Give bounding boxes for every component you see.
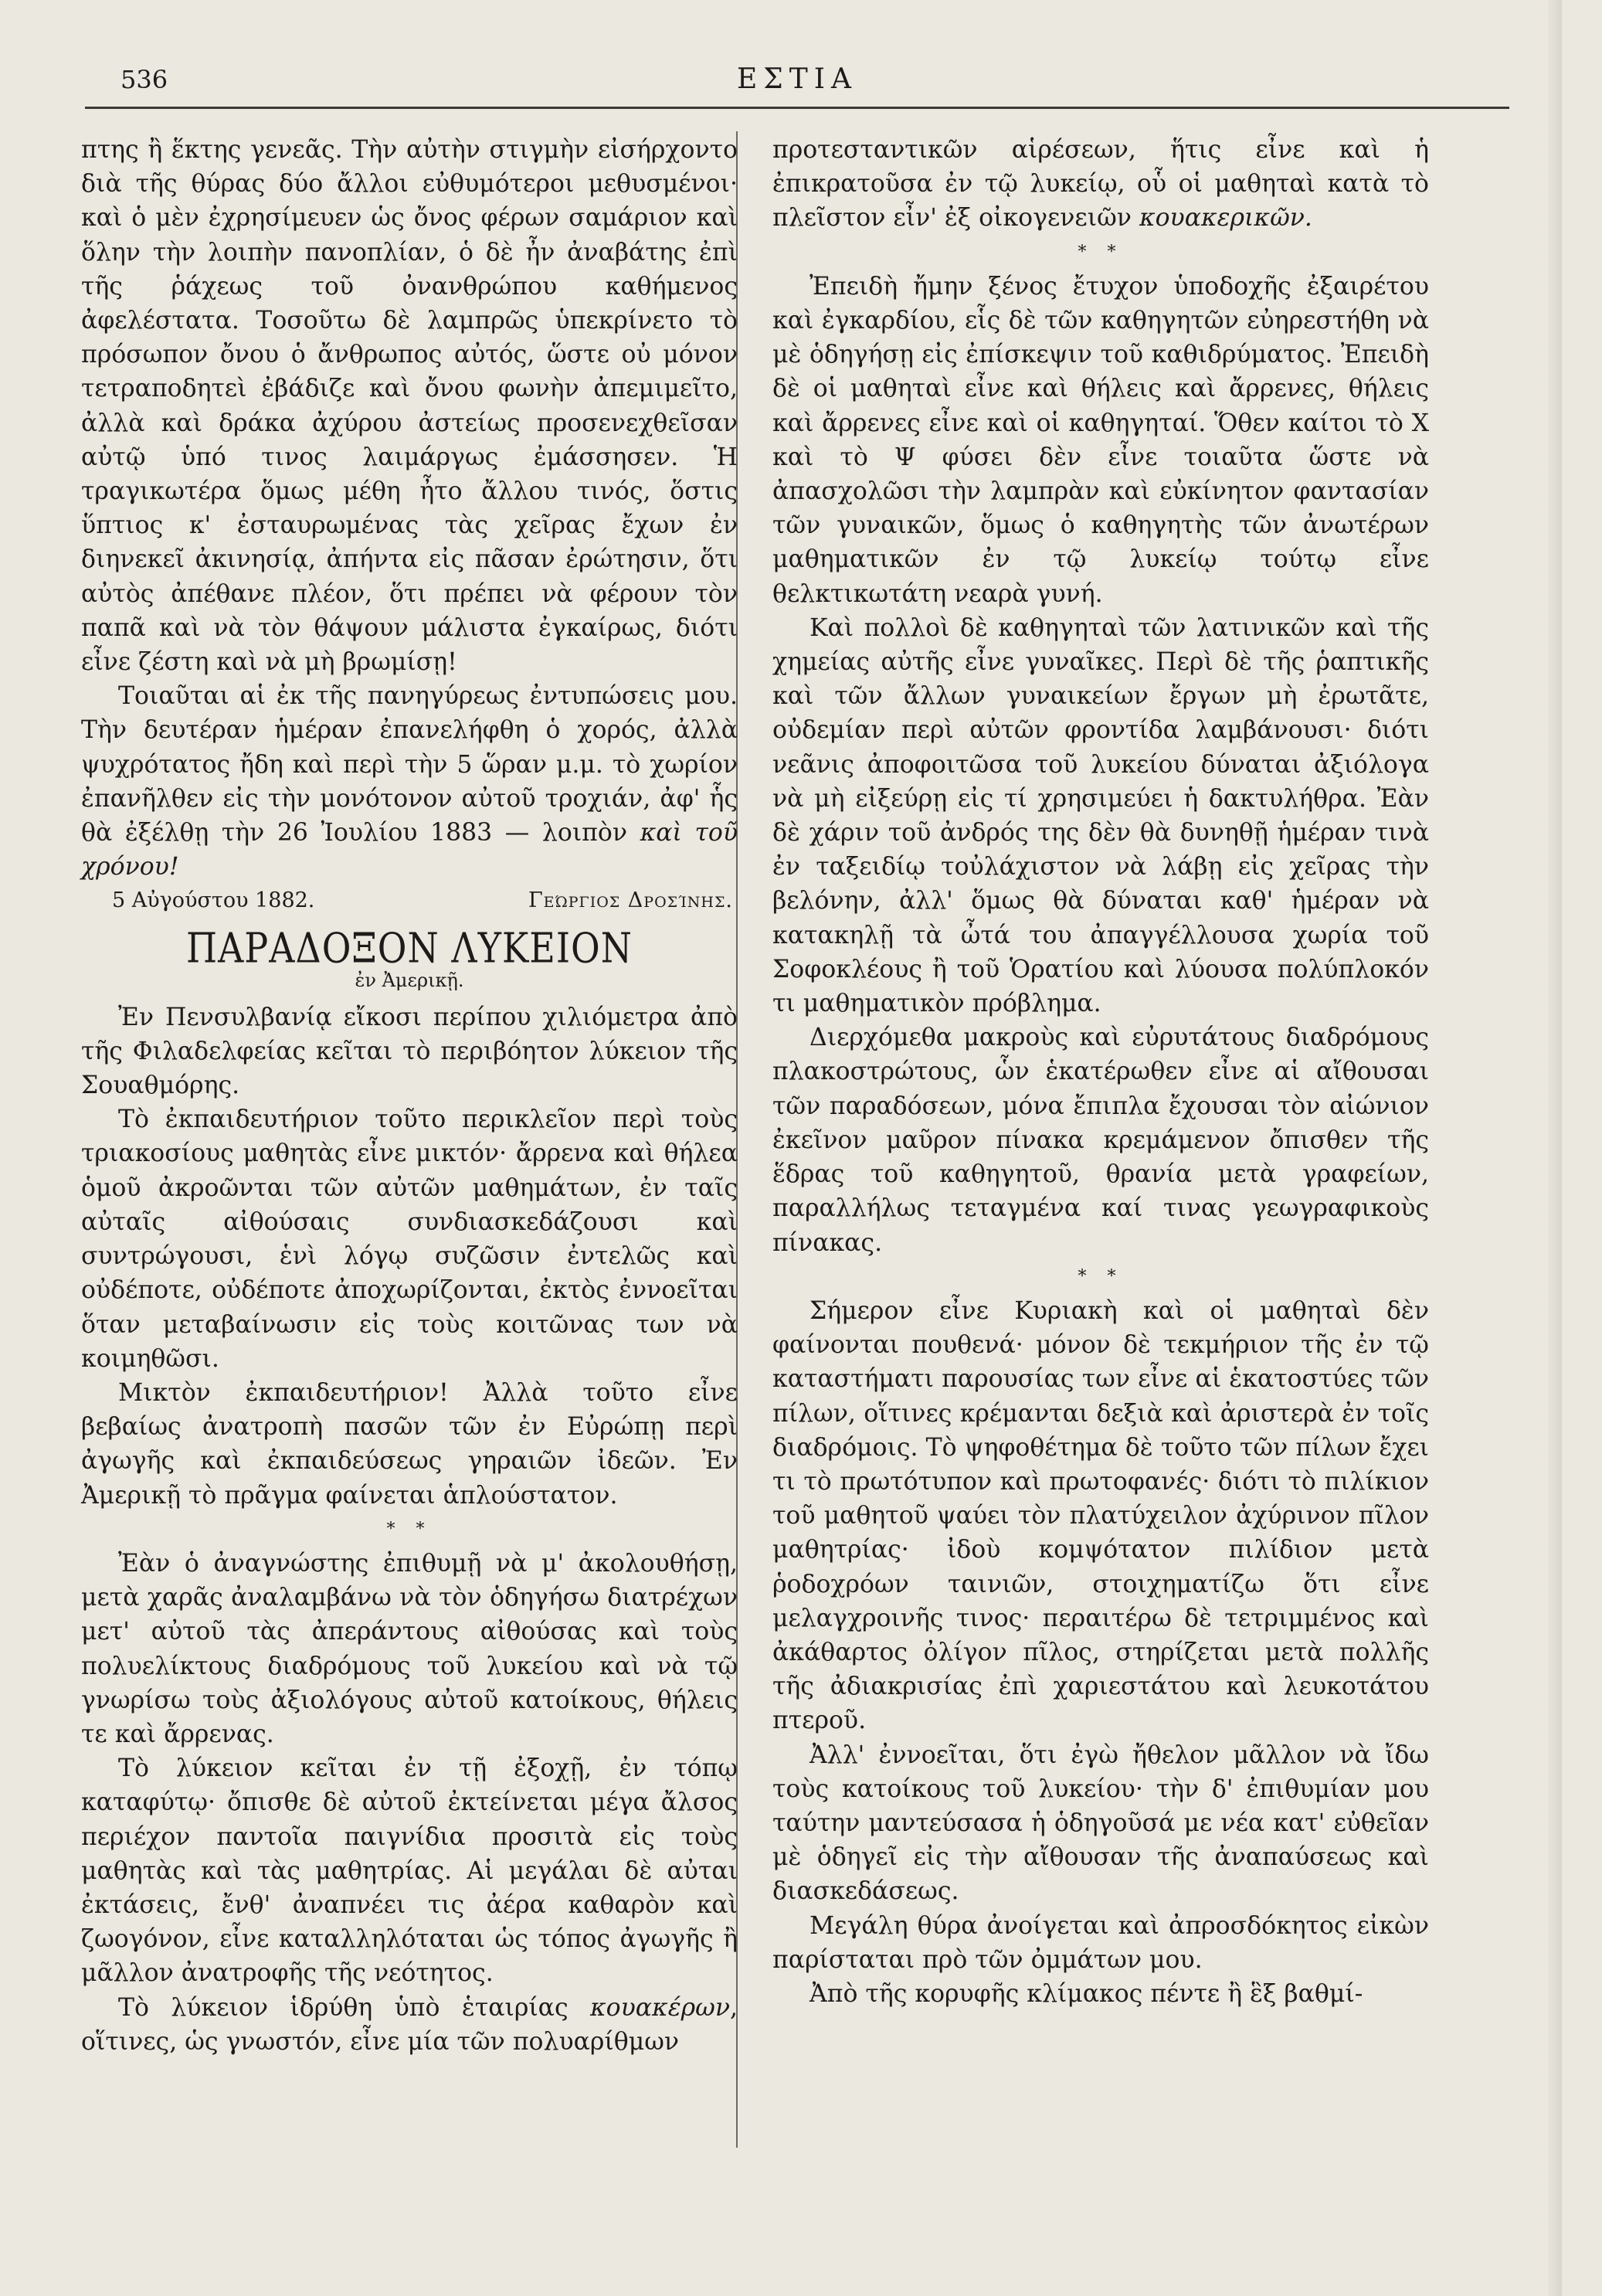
left-paragraph-4: Τὸ ἐκπαιδευτήριον τοῦτο περικλεῖον περὶ τοὺς τριακοσίους μαθητὰς εἶνε μικτόν· ἄρρενα καὶ θήλεα ὁμοῦ ἀκροῶνται τῶν αὐτῶν μαθημάτων, ἐν ταῖς αὐταῖς αἰθούσαις συνδιασκεδάζουσι καὶ συντρώγουσι, ἑνὶ λόγῳ συζῶσιν ἐντελῶς καὶ οὐδέποτε, οὐδέποτε ἀποχωρίζονται, ἐκτὸς ἐννοεῖται ὅταν μεταβαίνωσιν εἰς τοὺς κοιτῶνας των νὰ κοιμηθῶσι. [81, 1106, 738, 1373]
right-paragraph-2: Ἐπειδὴ ἤμην ξένος ἔτυχον ὑποδοχῆς ἐξαιρέτου καὶ ἐγκαρδίου, εἷς δὲ τῶν καθηγητῶν εὐηρεστήθη νὰ μὲ ὁδηγήσῃ εἰς ἐπίσκεψιν τοῦ καθιδρύματος. Ἐπειδὴ δὲ οἱ μαθηταὶ εἶνε καὶ θήλεις καὶ ἄρρενες, θήλεις καὶ ἄρρενες εἶνε καὶ οἱ καθηγηταί. Ὅθεν καίτοι τὸ X καὶ τὸ Ψ φύσει δὲν εἶνε τοιαῦτα ὥστε νὰ ἀπασχολῶσι τὴν λαμπρὰν καὶ εὐκίνητον φαντασίαν τῶν γυναικῶν, ὅμως ὁ καθηγητὴς τῶν ἀνωτέρων μαθηματικῶν ἐν τῷ λυκείῳ τούτῳ εἶνε θελκτικωτάτη νεαρὰ γυνή. [772, 272, 1429, 608]
left-paragraph-8-end: , οἵτινες, ὡς γνωστόν, εἶνε μία τῶν πολυαρίθμων [81, 1993, 738, 2056]
left-paragraph-2 [81, 679, 738, 884]
left-paragraph-1: πτης ἢ ἕκτης γενεᾶς. Τὴν αὐτὴν στιγμὴν εἰσήρχοντο διὰ τῆς θύρας δύο ἄλλοι εὐθυμότεροι μεθυσμένοι· καὶ ὁ μὲν ἐχρησίμευεν ὡς ὄνος φέρων σαμάριον καὶ ὅλην τὴν λοιπὴν πανοπλίαν, ὁ δὲ ἦν ἀναβάτης ἐπὶ τῆς ῥάχεως τοῦ ὀνανθρώπου καθήμενος ἀφελέστατα. Τοσοῦτω δὲ λαμπρῶς ὑπεκρίνετο τὸ πρόσωπον ὄνου ὁ ἄνθρωπος αὐτός, ὥστε οὐ μόνον τετραποδητεὶ ἐβάδιζε καὶ ὄνου φωνὴν ἀπεμιμεῖτο, ἀλλὰ καὶ δράκα ἀχύρου ἀστείως προσενεχθεῖσαν αὐτῷ ὑπό τινος λαιμάργως ἐμάσσησεν. Ἡ τραγικωτέρα ὅμως μέθη ἦτο ἄλλου τινός, ὅστις ὕπτιος κ' ἐσταυρωμένας τὰς χεῖρας ἔχων ἐν διηνεκεῖ ἀκινησίᾳ, ἀπήντα εἰς πᾶσαν ἐρώτησιν, ὅτι αὐτὸς ἀπέθανε πλέον, ὅτι πρέπει νὰ φέρουν τὸν παπᾶ καὶ νὰ τὸν θάψουν μάλιστα ἐγκαίρως, διότι εἶνε ζέστη καὶ νὰ μὴ βρωμίσῃ! [81, 136, 738, 677]
right-paragraph-5: Σήμερον εἶνε Κυριακὴ καὶ οἱ μαθηταὶ δὲν φαίνονται πουθενά· μόνον δὲ τεκμήριον τῆς ἐν τῷ καταστήματι παρουσίας των εἶνε αἱ ἑκατοστύες τῶν πίλων, οἵτινες κρέμανται δεξιὰ καὶ ἀριστερὰ ἐν τοῖς διαδρόμοις. Τὸ ψηφοθέτημα δὲ τοῦτο τῶν πίλων ἔχει τι τὸ πρωτότυπον καὶ πρωτοφανές· διότι τὸ πιλίκιον τοῦ μαθητοῦ ψαύει τὸν πλατύχειλον ἀχύρινον πῖλον μαθητρίας· ἰδοὺ κομψότατον πιλίδιον μετὰ ῥοδοχρόων ταινιῶν, στοιχηματίζω ὅτι εἶνε μελαγχροινῆς τινος· περαιτέρω δὲ τετριμμένος καὶ ἀκάθαρτος ὀλίγον πῖλος, στηρίζεται μετὰ πολλῆς τῆς ἀδιακρισίας ἐπὶ χαριεστάτου καὶ λευκοτάτου πτεροῦ. [772, 1296, 1429, 1735]
left-column [81, 133, 738, 2059]
page-edge-shadow [1548, 0, 1562, 2296]
signature-author: Γεώργιος Δροσίνης. [528, 888, 733, 913]
section-stars-3: * * [1078, 1266, 1124, 1286]
left-paragraph-2-text: Τοιαῦται αἱ ἐκ τῆς πανηγύρεως ἐντυπώσεις μου. Τὴν δευτέραν ἡμέραν ἐπανελήφθη ὁ χορός, ἀλλὰ ψυχρότατος ἤδη καὶ περὶ τὴν 5 ὥραν μ.μ. τὸ χωρίον ἐπανῆλθεν εἰς τὴν μονότονον αὐτοῦ τροχιάν, ἀφ' ἧς θὰ ἐξέλθῃ τὴν 26 Ἰουλίου 1883 — λοιπὸν [81, 682, 738, 847]
right-paragraph-4: Διερχόμεθα μακροὺς καὶ εὐρυτάτους διαδρόμους πλακοστρώτους, ὧν ἑκατέρωθεν εἶνε αἱ αἴθουσαι τῶν παραδόσεων, μόνα ἔπιπλα ἔχουσαι τὸν αἰώνιον ἐκεῖνον μαῦρον πίνακα κρεμάμενον ὄπισθεν τῆς ἕδρας τοῦ καθηγητοῦ, θρανία μετὰ γραφείων, παραλλήλως τεταγμένα καί τινας γεωγραφικοὺς πίνακας. [772, 1024, 1429, 1257]
page-number: 536 [120, 65, 168, 94]
right-paragraph-8: Ἀπὸ τῆς κορυφῆς κλίμακος πέντε ἢ ἓξ βαθμί- [809, 1979, 1363, 2008]
right-paragraph-3: Καὶ πολλοὶ δὲ καθηγηταὶ τῶν λατινικῶν καὶ τῆς χημείας αὐτῆς εἶνε γυναῖκες. Περὶ δὲ τῆς ῥαπτικῆς καὶ τῶν ἄλλων γυναικείων ἔργων μὴ ἐρωτᾶτε, οὐδεμίαν περὶ αὐτῶν φροντίδα λαμβάνουσι· διότι νεᾶνις ἀποφοιτῶσα τοῦ λυκείου δύναται ἀξιόλογα νὰ μὴ εἰξεύρῃ εἰς τί χρησιμεύει ἡ δακτυλήθρα. Ἐὰν δὲ χάριν τοῦ ἀνδρός της δὲν θὰ δυνηθῇ ἡμέραν τινὰ ἐν ταξειδίῳ τοὐλάχιστον νὰ λάβῃ εἰς χεῖρας τὴν βελόνην, ἀλλ' ὅμως θὰ δύναται καθ' ἡμέραν νὰ κατακηλῇ τὰ ὦτά του ἀπαγγέλλουσα χωρία τοῦ Σοφοκλέους ἢ τοῦ Ὁρατίου καὶ λύουσα πολύπλοκόν τι μαθηματικὸν πρόβλημα. [772, 613, 1429, 1018]
left-paragraph-5: Μικτὸν ἐκπαιδευτήριον! Ἀλλὰ τοῦτο εἶνε βεβαίως ἀνατροπὴ πασῶν τῶν ἐν Εὐρώπῃ περὶ ἀγωγῆς καὶ ἐκπαιδεύσεως γηραιῶν ἰδεῶν. Ἐν Ἀμερικῇ τὸ πρᾶγμα φαίνεται ἁπλούστατον. [81, 1378, 738, 1510]
signature-line [81, 884, 738, 918]
left-paragraph-8-text: Τὸ λύκειον ἱδρύθη ὑπὸ ἑταιρίας [118, 1993, 591, 2022]
right-paragraph-1 [772, 133, 1429, 236]
left-paragraph-7: Τὸ λύκειον κεῖται ἐν τῇ ἐξοχῇ, ἐν τόπῳ καταφύτῳ· ὄπισθε δὲ αὐτοῦ ἐκτείνεται μέγα ἄλσος περιέχον παντοῖα παιγνίδια προσιτὰ εἰς τοὺς μαθητὰς καὶ τὰς μαθητρίας. Αἱ μεγάλαι δὲ αὐται ἐκτάσεις, ἔνθ' ἀναπνέει τις ἀέρα καθαρὸν καὶ ζωογόνον, εἶνε καταλληλόταται ὡς τόπος ἀγωγῆς ἢ μᾶλλον ἀνατροφῆς τῆς νεότητος. [81, 1754, 738, 1988]
right-paragraph-7: Μεγάλη θύρα ἀνοίγεται καὶ ἀπροσδόκητος εἰκὼν παρίσταται πρὸ τῶν ὀμμάτων μου. [772, 1911, 1429, 1974]
right-paragraph-1-text: προτεσταντικῶν αἱρέσεων, ἥτις εἶνε καὶ ἡ ἐπικρατοῦσα ἐν τῷ λυκείῳ, οὗ οἱ μαθηταὶ κατὰ τὸ πλεῖστον εἶν' ἐξ οἰκογενειῶν [772, 136, 1429, 233]
section-stars-2: * * [1078, 242, 1124, 262]
left-paragraph-3: Ἐν Πενσυλβανίᾳ εἴκοσι περίπου χιλιόμετρα ἀπὸ τῆς Φιλαδελφείας κεῖται τὸ περιβόητον λύκειον τῆς Σουαθμόρης. [81, 1003, 738, 1100]
right-paragraph-1-italic: κουακερικῶν. [1139, 204, 1312, 233]
right-column [772, 133, 1429, 2011]
signature-date: 5 Αὐγούστου 1882. [112, 888, 315, 913]
left-paragraph-8-italic: κουακέρων [590, 1993, 730, 2022]
article-subtitle: ἐν Ἀμερικῇ. [355, 969, 464, 991]
journal-title: ΕΣΤΙΑ [737, 63, 857, 95]
article-title: ΠΑΡΑΔΟΞΟΝ ΛΥΚΕΙΟΝ [185, 923, 633, 972]
left-paragraph-2-italic: καὶ τοῦ χρόνου! [81, 819, 738, 881]
running-head [85, 60, 1509, 109]
left-paragraph-8 [81, 1991, 738, 2059]
section-stars-1: * * [386, 1519, 433, 1539]
left-paragraph-6: Ἐὰν ὁ ἀναγνώστης ἐπιθυμῇ νὰ μ' ἀκολουθήσῃ, μετὰ χαρᾶς ἀναλαμβάνω νὰ τὸν ὁδηγήσω διατρέχων μετ' αὐτοῦ τὰς ἀπεράντους αἰθούσας καὶ τοὺς πολυελίκτους διαδρόμους τοῦ λυκείου καὶ νὰ τῷ γνωρίσω τοὺς ἀξιολόγους αὐτοῦ κατοίκους, θήλεις τε καὶ ἄρρενας. [81, 1549, 738, 1748]
right-paragraph-6: Ἀλλ' ἐννοεῖται, ὅτι ἐγὼ ἤθελον μᾶλλον νὰ ἴδω τοὺς κατοίκους τοῦ λυκείου· τὴν δ' ἐπιθυμίαν μου ταύτην μαντεύσασα ἡ ὁδηγοῦσά με νέα κατ' εὐθεῖαν μὲ ὁδηγεῖ εἰς τὴν αἴθουσαν τῆς ἀναπαύσεως καὶ διασκεδάσεως. [772, 1741, 1429, 1906]
